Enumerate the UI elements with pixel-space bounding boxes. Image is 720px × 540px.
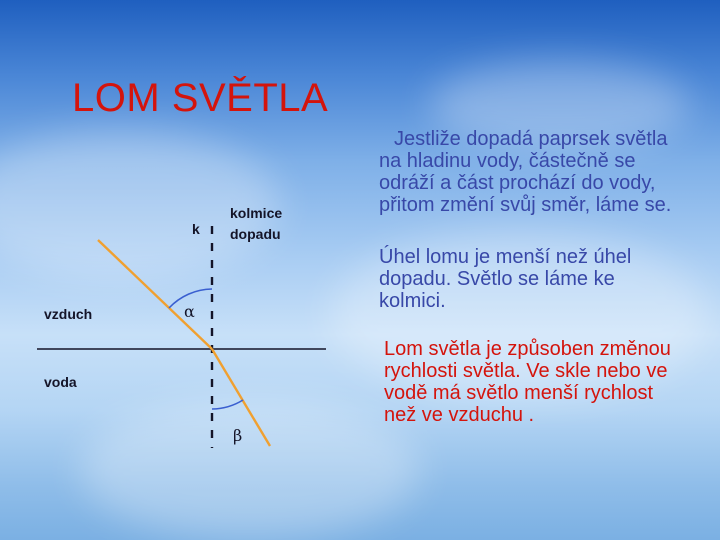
refraction-diagram — [0, 190, 360, 460]
medium-label-air: vzduch — [44, 306, 93, 322]
angle-alpha-label: α — [184, 302, 195, 321]
normal-caption-line2: dopadu — [230, 226, 281, 242]
incident-ray — [98, 240, 212, 349]
slide-title: LOM SVĚTLA — [72, 76, 329, 120]
medium-label-water: voda — [44, 374, 77, 390]
angle-beta-label: β — [233, 426, 243, 445]
paragraph-angle-of-refraction: Úhel lomu je menší než úhel dopadu. Světlo se láme ke kolmici. — [379, 246, 632, 312]
normal-label-k: k — [192, 221, 200, 237]
paragraph-reflection-refraction: Jestliže dopadá paprsek světla na hladinu vody, částečně se odráží a část prochází do vody, přitom změní svůj směr, láme se. — [379, 128, 672, 216]
normal-caption-line1: kolmice — [230, 205, 283, 221]
paragraph-cause-of-refraction: Lom světla je způsoben změnou rychlosti světla. Ve skle nebo ve vodě má světlo menší rychlost než ve vzduchu . — [384, 338, 671, 426]
refraction-angle-arc — [212, 400, 243, 409]
